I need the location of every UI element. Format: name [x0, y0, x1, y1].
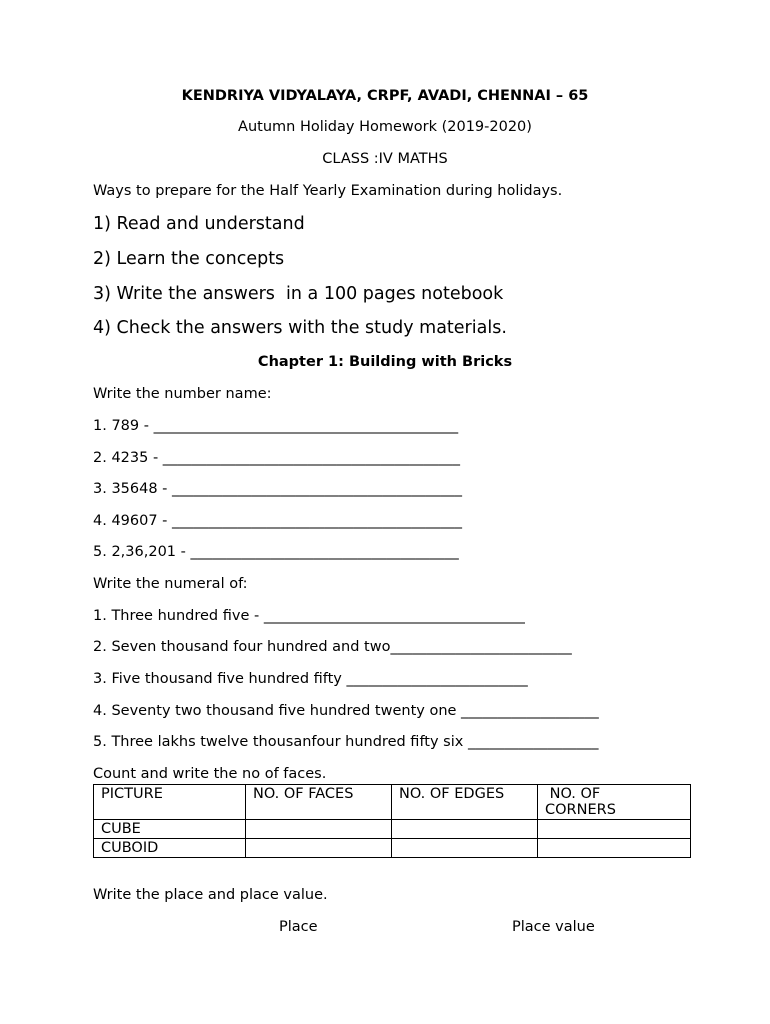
place-value-prompt: Write the place and place value.: [93, 887, 328, 903]
intro-text: Ways to prepare for the Half Yearly Examination during holidays.: [93, 183, 563, 199]
numeral-prompt: Write the numeral of:: [93, 576, 248, 592]
numeral-item: 2. Seven thousand four hundred and two_________________________: [93, 639, 572, 655]
number-name-item: 3. 35648 - ________________________________________: [93, 481, 463, 497]
table-row: [94, 839, 691, 858]
step-item: 2) Learn the concepts: [93, 249, 285, 269]
table-cell: [246, 839, 392, 858]
table-cell: [392, 820, 538, 839]
table-cell: [538, 820, 691, 839]
table-header-cell: PICTURE: [94, 785, 246, 820]
table-cell: [538, 839, 691, 858]
table-header-row: [94, 785, 691, 820]
table-header-cell: NO. OF CORNERS: [538, 785, 691, 820]
number-name-item: 2. 4235 - _________________________________________: [93, 450, 461, 466]
place-column-label: Place: [279, 919, 318, 935]
table-row: [94, 820, 691, 839]
table-cell: CUBE: [94, 820, 246, 839]
class-line: CLASS :IV MATHS: [322, 151, 448, 167]
number-name-prompt: Write the number name:: [93, 386, 272, 402]
school-title: KENDRIYA VIDYALAYA, CRPF, AVADI, CHENNAI – 65: [181, 88, 589, 104]
faces-prompt: Count and write the no of faces.: [93, 766, 327, 782]
number-name-item: 1. 789 - __________________________________________: [93, 418, 459, 434]
numeral-item: 1. Three hundred five - ____________________________________: [93, 608, 525, 624]
numeral-item: 3. Five thousand five hundred fifty _________________________: [93, 671, 528, 687]
table-header-cell: NO. OF FACES: [246, 785, 392, 820]
table-cell: CUBOID: [94, 839, 246, 858]
numeral-item: 4. Seventy two thousand five hundred twenty one ___________________: [93, 703, 599, 719]
table-cell: [246, 820, 392, 839]
chapter-title: Chapter 1: Building with Bricks: [257, 354, 513, 370]
table-cell: [392, 839, 538, 858]
faces-table: [93, 784, 691, 858]
step-item: 3) Write the answers in a 100 pages notebook: [93, 284, 504, 304]
step-item: 1) Read and understand: [93, 214, 305, 234]
place-value-column-label: Place value: [512, 919, 595, 935]
number-name-item: 4. 49607 - ________________________________________: [93, 513, 463, 529]
step-item: 4) Check the answers with the study materials.: [93, 318, 507, 338]
homework-subtitle: Autumn Holiday Homework (2019-2020): [238, 119, 532, 135]
table-header-cell: NO. OF EDGES: [392, 785, 538, 820]
numeral-item: 5. Three lakhs twelve thousanfour hundred fifty six __________________: [93, 734, 599, 750]
number-name-item: 5. 2,36,201 - _____________________________________: [93, 544, 459, 560]
